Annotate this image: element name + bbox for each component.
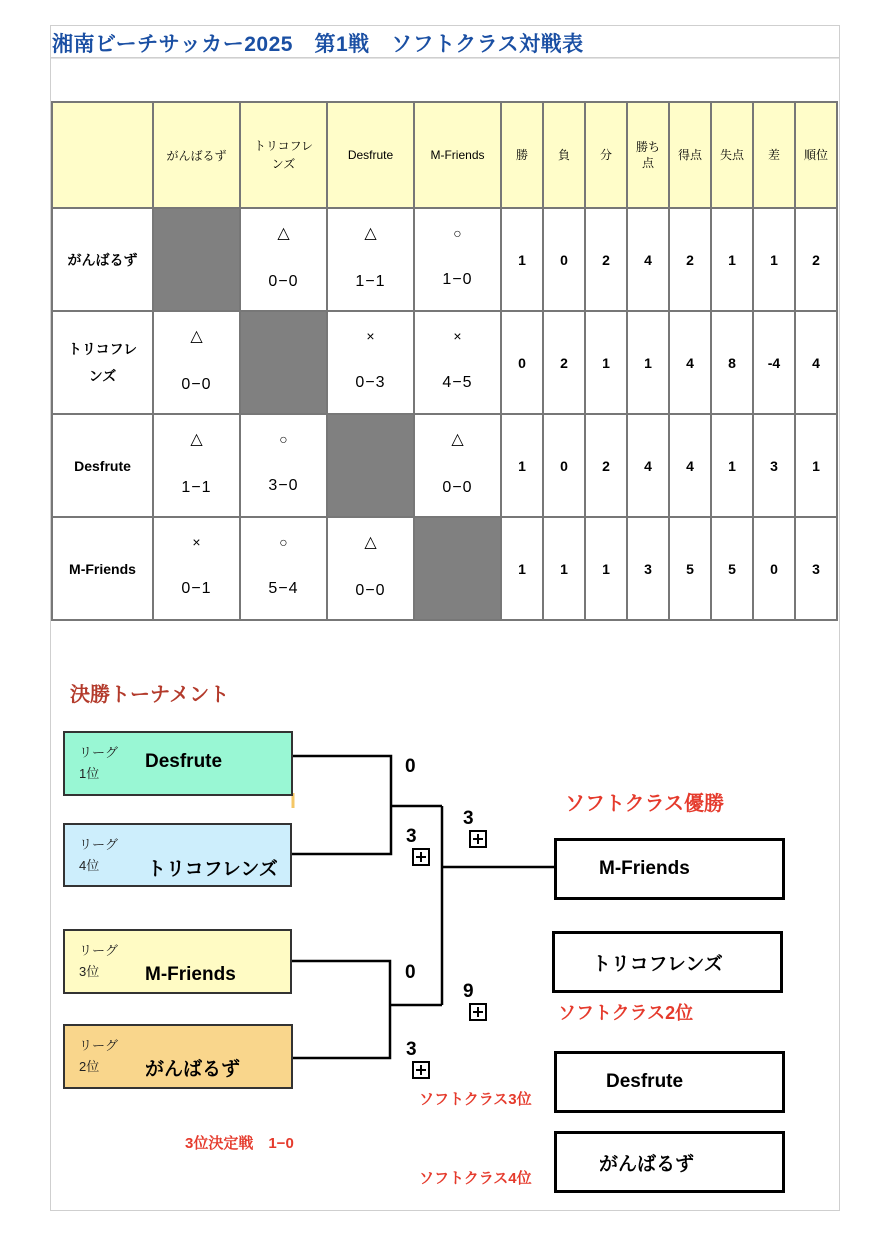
team-column-label: Desfrute	[347, 148, 394, 162]
match-score: 5−4	[268, 579, 299, 597]
stat-cell: 4	[669, 311, 711, 414]
stat-cell: 0	[543, 208, 585, 311]
match-mark: ×	[453, 327, 462, 344]
match-mark: △	[190, 430, 203, 448]
second-place-box	[552, 931, 783, 993]
seed-4-team: がんばるず	[145, 1059, 241, 1080]
third-place-match: 3位決定戦 1−0	[185, 1135, 294, 1152]
match-mark: △	[364, 533, 377, 551]
champion-team: M-Friends	[599, 858, 690, 879]
match-score: 1−1	[355, 272, 386, 290]
expand-icon[interactable]	[469, 830, 487, 848]
match-mark: △	[277, 224, 290, 242]
stat-column-label: 勝ち点	[635, 140, 660, 170]
match-mark: ○	[279, 430, 288, 447]
row-team-name: M-Friends	[69, 560, 136, 577]
stat-cell: 2	[543, 311, 585, 414]
stat-cell: 3	[753, 414, 795, 517]
stat-cell: 1	[585, 311, 627, 414]
fourth-place-team: がんばるず	[599, 1153, 695, 1175]
stat-cell: 1	[501, 414, 543, 517]
stat-column-label: 分	[599, 148, 612, 162]
seed-1-team: Desfrute	[145, 751, 223, 772]
stat-cell: 2	[585, 414, 627, 517]
seed-2-rank: リーグ 4位	[79, 837, 119, 873]
match-score: 0−0	[268, 272, 299, 290]
match-score: 4−5	[442, 373, 473, 391]
stat-cell: 4	[627, 414, 669, 517]
third-place-team: Desfrute	[606, 1071, 684, 1092]
match-mark: △	[364, 224, 377, 242]
seed-box-4	[63, 1024, 293, 1089]
match-score: 0−0	[442, 478, 473, 496]
stat-cell: 8	[711, 311, 753, 414]
match-score: 3−0	[268, 476, 299, 494]
stat-cell: 1	[501, 517, 543, 620]
team-column-label: がんばるず	[166, 148, 227, 163]
stat-column-label: 差	[767, 148, 780, 162]
stat-cell: 0	[753, 517, 795, 620]
seed-box-2	[63, 823, 292, 887]
seed-3-rank: リーグ 3位	[79, 943, 119, 979]
stat-column-label: 負	[557, 148, 570, 162]
champion-label: ソフトクラス優勝	[565, 793, 724, 815]
seed-4-rank: リーグ 2位	[79, 1038, 119, 1074]
match-score: 1−1	[181, 478, 212, 496]
stat-cell: -4	[753, 311, 795, 414]
seed-2-team: トリコフレンズ	[147, 859, 278, 880]
seed-box-3	[63, 929, 292, 994]
third-place-box	[554, 1051, 785, 1113]
stat-cell: 0	[543, 414, 585, 517]
row-team-name: がんばるず	[67, 251, 138, 268]
stat-cell: 3	[795, 517, 837, 620]
stat-cell: 2	[795, 208, 837, 311]
row-team-name: トリコフレンズ	[67, 340, 138, 384]
page-title: 湘南ビーチサッカー2025 第1戦 ソフトクラス対戦表	[52, 33, 584, 56]
row-team-name: Desfrute	[74, 457, 131, 474]
sf2-top-score: 0	[405, 962, 416, 983]
semifinal1-bracket	[292, 756, 391, 854]
stat-column-label: 順位	[803, 148, 828, 162]
stat-cell: 5	[711, 517, 753, 620]
match-mark: ×	[366, 327, 375, 344]
match-mark: ×	[192, 533, 201, 550]
stat-cell: 1	[627, 311, 669, 414]
match-score: 1−0	[442, 270, 473, 288]
expand-icon[interactable]	[412, 1061, 430, 1079]
sf1-top-score: 0	[405, 756, 416, 777]
expand-icon[interactable]	[469, 1003, 487, 1021]
stat-cell: 0	[501, 311, 543, 414]
stat-column-label: 得点	[677, 148, 702, 162]
seed-box-1	[63, 731, 293, 796]
sf1-bottom-score: 3	[406, 826, 417, 847]
match-mark: △	[190, 327, 203, 345]
match-score: 0−0	[181, 375, 212, 393]
seed-3-team: M-Friends	[145, 964, 236, 985]
sf2-bottom-score: 3	[406, 1039, 417, 1060]
expand-icon[interactable]	[412, 848, 430, 866]
semifinal2-bracket	[292, 961, 390, 1058]
stat-cell: 4	[669, 414, 711, 517]
match-mark: ○	[453, 224, 462, 241]
stat-cell: 1	[711, 208, 753, 311]
tournament-heading: 決勝トーナメント	[70, 684, 230, 706]
team-column-label: トリコフレンズ	[253, 139, 314, 171]
stat-cell: 3	[627, 517, 669, 620]
match-score: 0−3	[355, 373, 386, 391]
stat-cell: 4	[627, 208, 669, 311]
final-bottom-score: 9	[463, 981, 474, 1002]
match-mark: △	[451, 430, 464, 448]
stat-cell: 1	[711, 414, 753, 517]
stat-cell: 1	[585, 517, 627, 620]
stat-column-label: 失点	[719, 148, 744, 162]
stat-cell: 1	[753, 208, 795, 311]
team-column-label: M-Friends	[430, 148, 485, 162]
second-place-team: トリコフレンズ	[592, 953, 723, 975]
fourth-place-box	[554, 1131, 785, 1193]
second-place-label: ソフトクラス2位	[558, 1003, 694, 1023]
stat-cell: 1	[543, 517, 585, 620]
stat-cell: 1	[795, 414, 837, 517]
fourth-place-label: ソフトクラス4位	[419, 1170, 532, 1187]
champion-box	[554, 838, 785, 900]
match-mark: ○	[279, 533, 288, 550]
match-score: 0−0	[355, 581, 386, 599]
stat-cell: 2	[585, 208, 627, 311]
final-top-score: 3	[463, 808, 474, 829]
match-score: 0−1	[181, 579, 212, 597]
seed-1-rank: リーグ 1位	[79, 745, 119, 781]
stat-column-label: 勝	[515, 148, 528, 162]
stat-cell: 5	[669, 517, 711, 620]
stat-cell: 1	[501, 208, 543, 311]
third-place-label: ソフトクラス3位	[419, 1091, 532, 1108]
stat-cell: 4	[795, 311, 837, 414]
stat-cell: 2	[669, 208, 711, 311]
